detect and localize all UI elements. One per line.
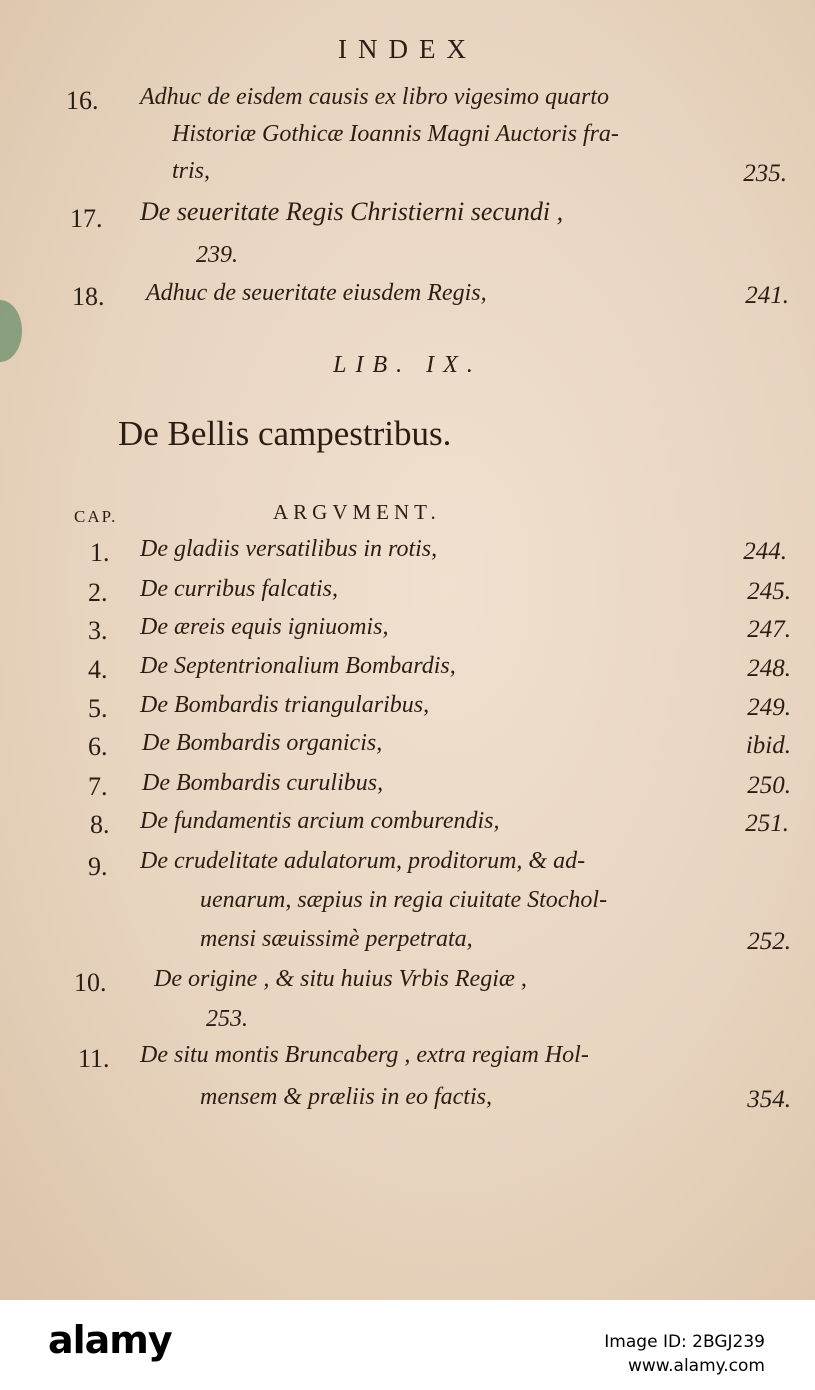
- chapter-text: mensi sæuissimè perpetrata,: [200, 926, 473, 952]
- chapter-text: 253.: [206, 1006, 248, 1032]
- chapter-number: 11.: [78, 1044, 110, 1073]
- chapter-page: 252.: [747, 928, 791, 955]
- entry-number: 17.: [70, 204, 103, 233]
- entry-page: 235.: [743, 160, 787, 187]
- chapter-text: De origine , & situ huius Vrbis Regiæ ,: [154, 966, 527, 992]
- chapter-text: uenarum, sæpius in regia ciuitate Stochol-: [200, 887, 608, 913]
- chapter-number: 5.: [88, 694, 108, 723]
- chapter-page: 250.: [747, 772, 791, 799]
- chapter-text: mensem & præliis in eo factis,: [200, 1084, 492, 1110]
- chapter-page: 354.: [747, 1086, 791, 1113]
- chapter-text: De crudelitate adulatorum, proditorum, & ad-: [140, 848, 586, 874]
- chapter-page: 247.: [747, 616, 791, 643]
- chapter-page: 249.: [747, 694, 791, 721]
- entry-text: Adhuc de seueritate eiusdem Regis,: [146, 280, 487, 306]
- section-title: De Bellis campestribus.: [118, 414, 452, 453]
- entry-text: Historiæ Gothicæ Ioannis Magni Auctoris fra-: [172, 121, 619, 147]
- entry-text: tris,: [172, 158, 211, 184]
- brand-logo: alamy: [48, 1318, 172, 1362]
- argument-label: ARGVMENT.: [273, 500, 441, 524]
- chapter-page: 248.: [747, 655, 791, 682]
- chapter-text: De Bombardis organicis,: [142, 730, 383, 756]
- chapter-text: De fundamentis arcium comburendis,: [140, 808, 500, 834]
- chapter-number: 6.: [88, 732, 108, 761]
- chapter-number: 9.: [88, 852, 108, 881]
- chapter-page: 251.: [745, 810, 789, 837]
- entry-text: De seueritate Regis Christierni secundi ,: [140, 197, 564, 226]
- chapter-number: 2.: [88, 578, 108, 607]
- chapter-number: 7.: [88, 772, 108, 801]
- chapter-page: ibid.: [745, 732, 791, 759]
- image-id: Image ID: 2BGJ239: [604, 1332, 765, 1352]
- entry-number: 16.: [66, 86, 99, 115]
- chapter-number: 3.: [88, 616, 108, 645]
- book-heading: LIB. IX.: [333, 352, 482, 378]
- entry-page: 241.: [745, 282, 789, 309]
- image-url: www.alamy.com: [627, 1356, 765, 1376]
- entry-text: Adhuc de eisdem causis ex libro vigesimo quarto: [140, 84, 610, 110]
- chapter-text: De gladiis versatilibus in rotis,: [140, 536, 438, 562]
- chapter-number: 10.: [74, 968, 107, 997]
- chapter-text: De Bombardis triangularibus,: [140, 692, 430, 718]
- chapter-text: De curribus falcatis,: [140, 576, 338, 602]
- chapter-text: De situ montis Bruncaberg , extra regiam Hol-: [140, 1042, 589, 1068]
- chapter-page: 244.: [743, 538, 787, 565]
- cap-label: CAP.: [74, 507, 118, 526]
- page-title: INDEX: [338, 34, 477, 64]
- entry-text: 239.: [196, 242, 238, 268]
- chapter-text: De Septentrionalium Bombardis,: [140, 653, 456, 679]
- entry-number: 18.: [72, 282, 105, 311]
- chapter-number: 4.: [88, 655, 108, 684]
- chapter-page: 245.: [747, 578, 791, 605]
- chapter-text: De Bombardis curulibus,: [142, 770, 384, 796]
- chapter-number: 8.: [90, 810, 110, 839]
- chapter-text: De æreis equis igniuomis,: [140, 614, 389, 640]
- chapter-number: 1.: [90, 538, 110, 567]
